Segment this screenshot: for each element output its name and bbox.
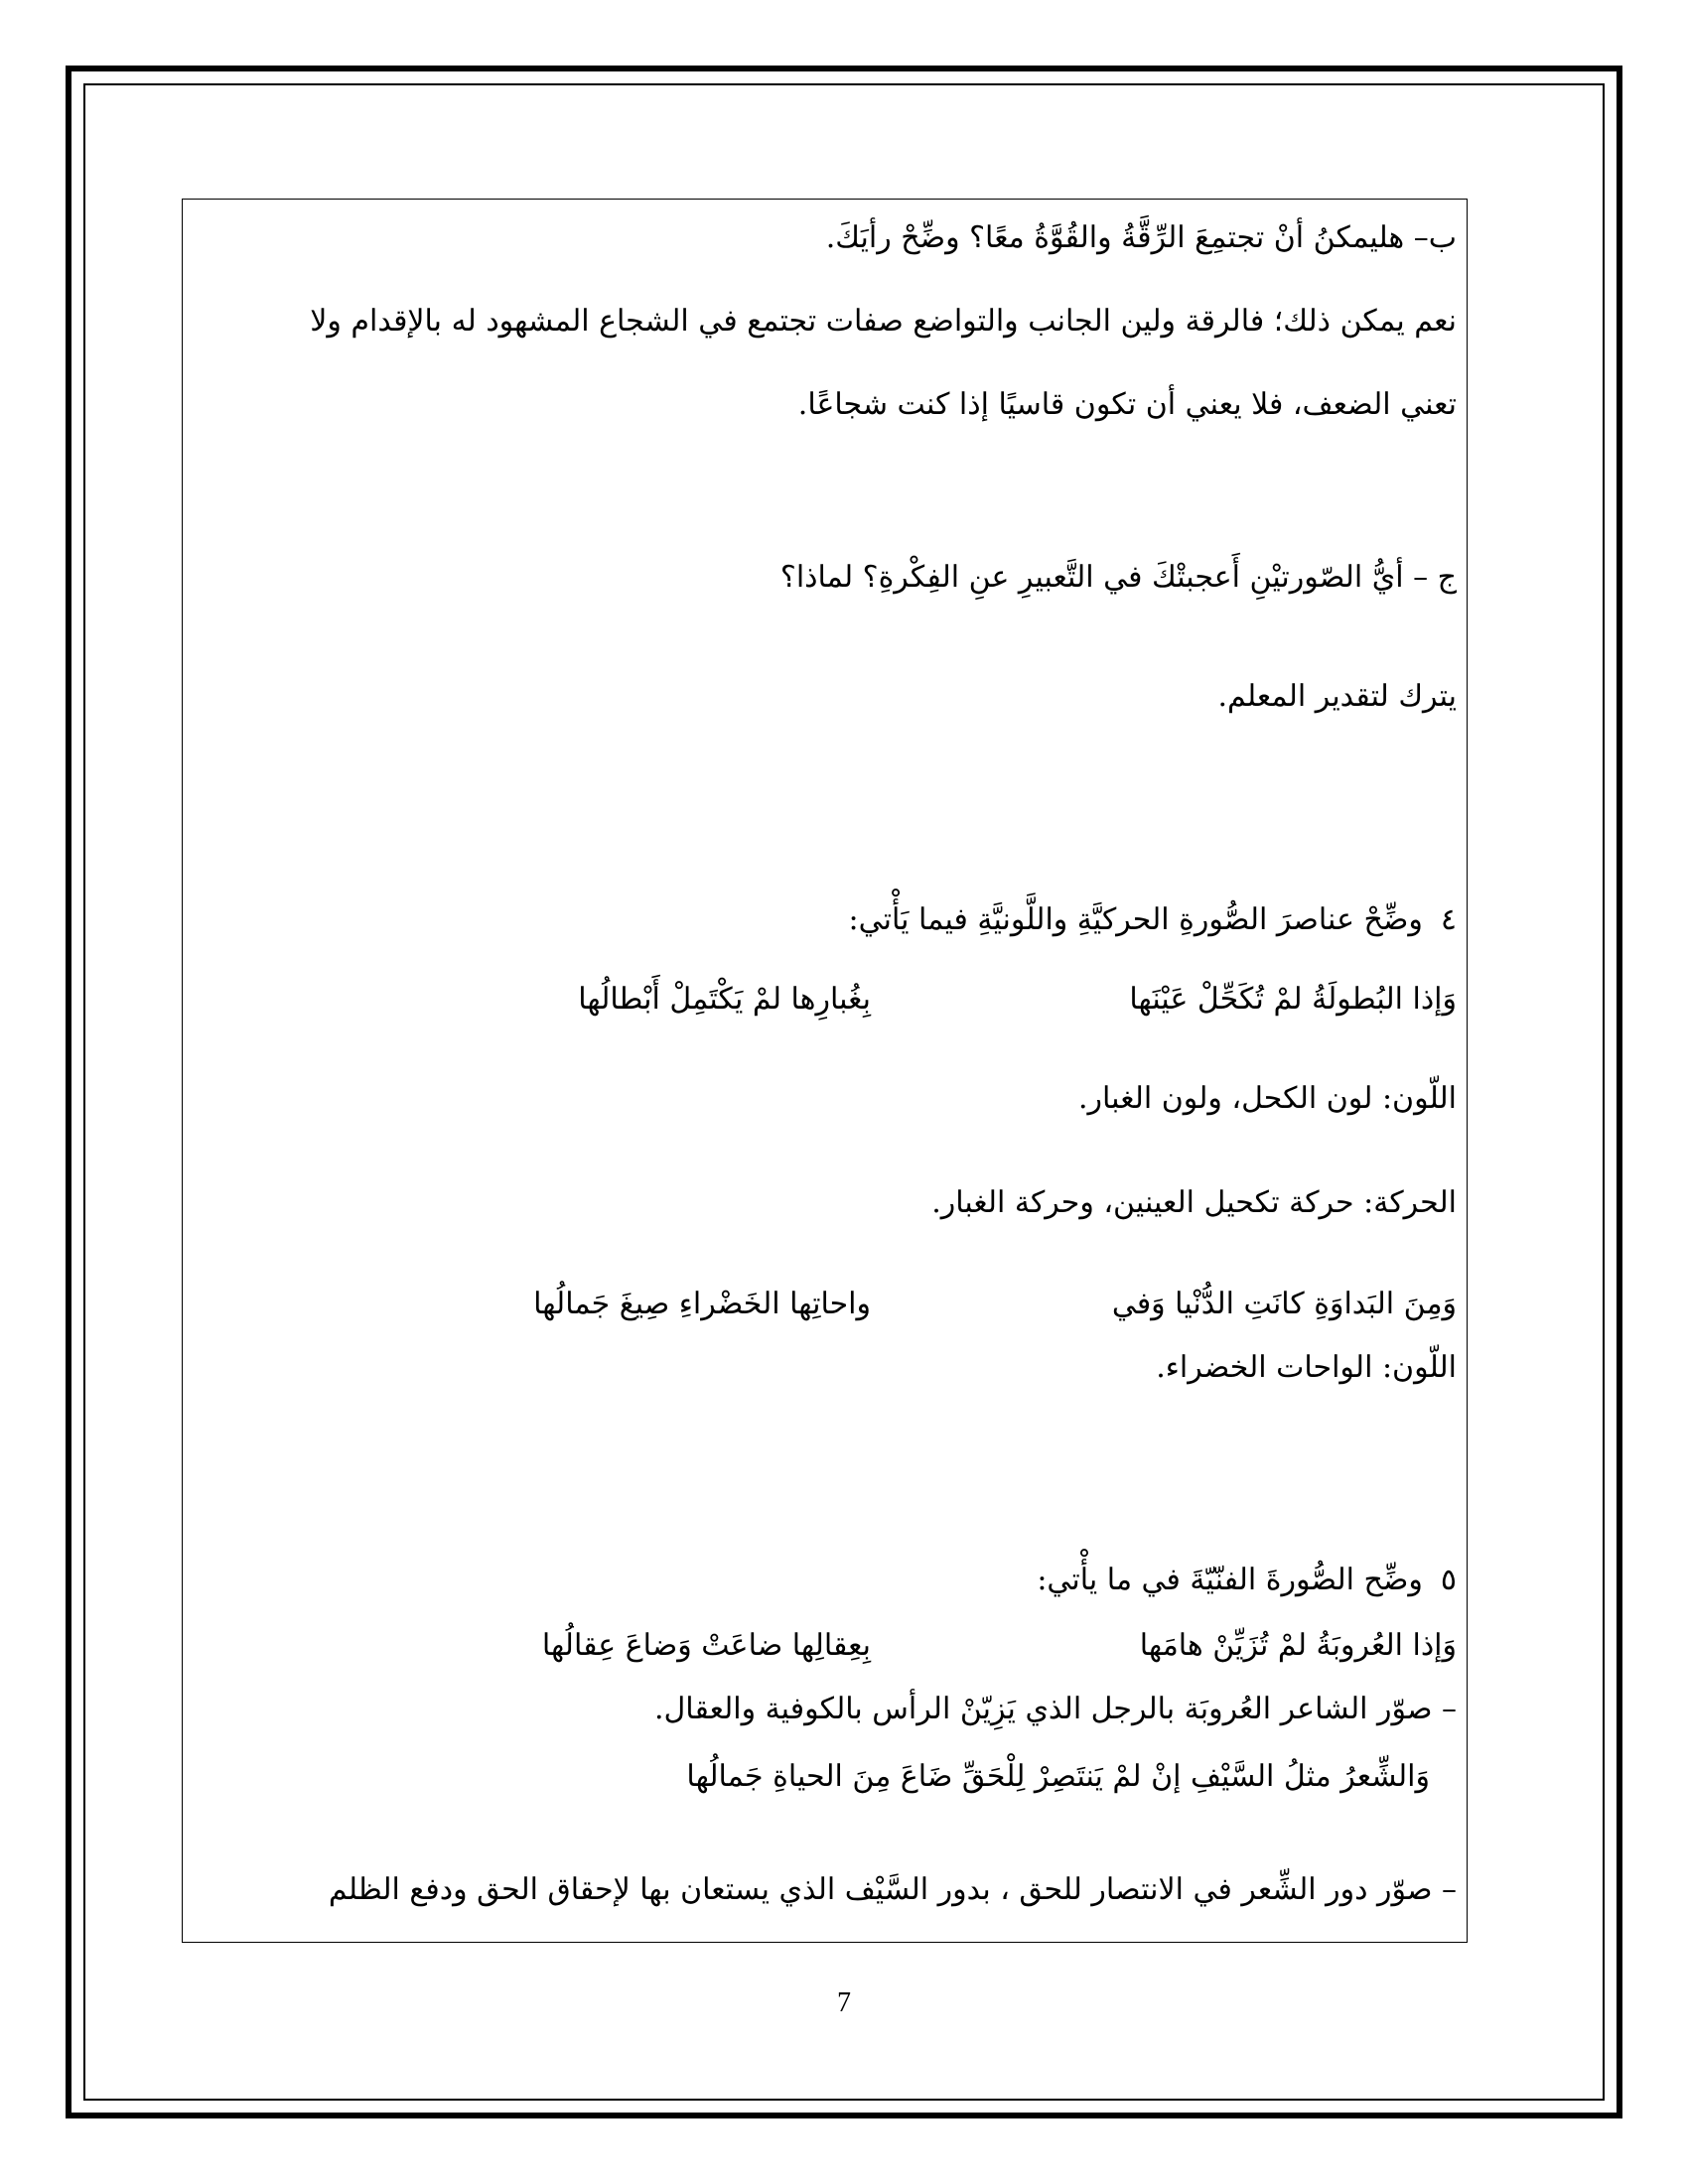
verse-1-motion: الحركة: حركة تكحيل العينين، وحركة الغبار. — [931, 1185, 1457, 1220]
question-5 — [1037, 1559, 1457, 1602]
verse-1-color: اللّون: لون الكحل، ولون الغبار. — [1078, 1081, 1457, 1116]
verse-2-first-hemistich: وَمِنَ البَداوَةِ كانَتِ الدُّنْيا وَفي — [1111, 1287, 1457, 1321]
question-4-text: وضِّحْ عناصرَ الصُّورةِ الحركيَّةِ واللَّونيَّةِ فيما يَأْتي: — [848, 902, 1423, 937]
verse-2 — [315, 1283, 1457, 1326]
verse-2-second-hemistich: واحاتِها الخَضْراءِ صِيغَ جَمالُها — [533, 1287, 871, 1321]
verse-3-explanation: – صوّر الشاعر العُروبَة بالرجل الذي يَزِيّنْ الرأس بالكوفية والعقال. — [653, 1692, 1457, 1726]
verse-1-first-hemistich: وَإذا البُطولَةُ لمْ تُكَحِّلْ عَيْنَها — [1129, 982, 1457, 1017]
verse-1 — [315, 978, 1457, 1022]
verse-4-explanation: – صوّر دور الشِّعر في الانتصار للحق ، بدور السَّيْف الذي يستعان بها لإحقاق الحق ودفع الظلم — [328, 1872, 1457, 1907]
answer-b-line-1: نعم يمكن ذلك؛ فالرقة ولين الجانب والتواضع صفات تجتمع في الشجاع المشهود له بالإقدام ولا — [310, 304, 1457, 339]
question-j: ج – أيُّ الصّورتيْنِ أَعجبتْكَ في التَّعبيرِ عنِ الفِكْرةِ؟ لماذا؟ — [779, 560, 1457, 595]
answer-b-line-2: تعني الضعف، فلا يعني أن تكون قاسيًا إذا كنت شجاعًا. — [797, 387, 1457, 422]
answer-j: يترك لتقدير المعلم. — [1217, 679, 1457, 714]
verse-1-second-hemistich: بِغُبارِها لمْ يَكْتَمِلْ أَبْطالُها — [578, 982, 871, 1017]
question-5-text: وضِّح الصُّورةَ الفنّيّةَ في ما يأْتي: — [1037, 1563, 1423, 1597]
question-4-number: ٤ — [1440, 902, 1457, 937]
verse-3 — [315, 1624, 1457, 1668]
content-box — [182, 199, 1468, 1943]
question-4 — [848, 898, 1457, 942]
verse-2-color: اللّون: الواحات الخضراء. — [1156, 1350, 1457, 1385]
verse-3-second-hemistich: بِعِقالِها ضاعَتْ وَضاعَ عِقالُها — [541, 1628, 871, 1663]
verse-3-first-hemistich: وَإذا العُروبَةُ لمْ تُزَيِّنْ هامَها — [1139, 1628, 1457, 1663]
question-b: ب– هليمكنُ أنْ تجتمِعَ الرِّقَّةُ والقُوَّةُ معًا؟ وضِّحْ رأيَكَ. — [825, 220, 1457, 255]
question-5-number: ٥ — [1440, 1563, 1457, 1597]
verse-4: وَالشِّعرُ مثلُ السَّيْفِ إنْ لمْ يَنتَصِرْ لِلْحَقِّ ضَاعَ مِنَ الحياةِ جَمالُها — [686, 1759, 1430, 1794]
page-number: 7 — [837, 1987, 851, 2018]
